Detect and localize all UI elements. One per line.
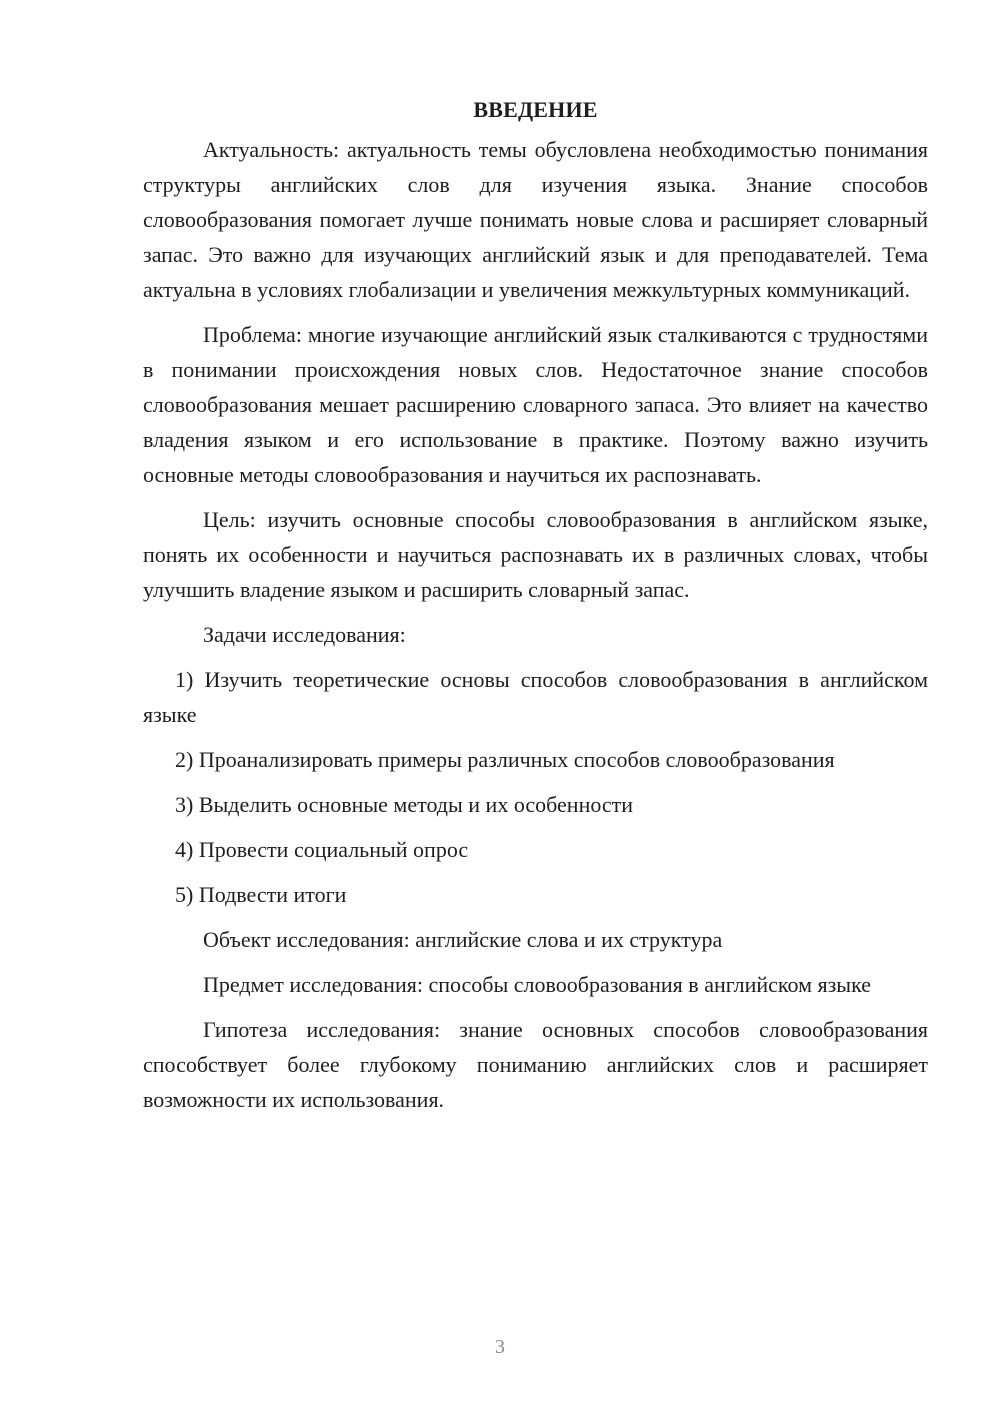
page-number: 3	[495, 1336, 505, 1358]
subject-paragraph: Предмет исследования: способы словообразования в английском языке	[203, 972, 871, 997]
task-item-3: 3) Выделить основные методы и их особенности	[175, 792, 634, 817]
task-item-4: 4) Провести социальный опрос	[175, 837, 469, 862]
object-paragraph: Объект исследования: английские слова и их структура	[203, 927, 723, 952]
goal-paragraph: Цель: изучить основные способы словообразования в английском языке, понять их особенности и научиться распознавать их в различных словах, чтобы улучшить владение языком и расширить словарный запас.	[143, 507, 928, 602]
task-item-5: 5) Подвести итоги	[175, 882, 347, 907]
problem-paragraph: Проблема: многие изучающие английский язык сталкиваются с трудностями в понимании происхождения новых слов. Недостаточное знание способов словообразования мешает расширению словарного запаса. Это влияет на качество владения языком и его использование в практике. Поэтому важно изучить основные методы словообразования и научиться их распознавать.	[143, 322, 928, 487]
relevance-paragraph: Актуальность: актуальность темы обусловлена необходимостью понимания структуры английских слов для изучения языка. Знание способов словообразования помогает лучше понимать новые слова и расширяет словарный запас. Это важно для изучающих английский язык и для преподавателей. Тема актуальна в условиях глобализации и увеличения межкультурных коммуникаций.	[143, 137, 928, 302]
task-item-1: 1) Изучить теоретические основы способов словообразования в английском языке	[143, 667, 928, 727]
tasks-title: Задачи исследования:	[203, 622, 406, 647]
document-page	[143, 92, 928, 1117]
task-item-2: 2) Проанализировать примеры различных способов словообразования	[175, 747, 835, 772]
hypothesis-paragraph: Гипотеза исследования: знание основных способов словообразования способствует более глубокому пониманию английских слов и расширяет возможности их использования.	[143, 1017, 928, 1112]
section-heading: ВВЕДЕНИЕ	[473, 97, 598, 122]
